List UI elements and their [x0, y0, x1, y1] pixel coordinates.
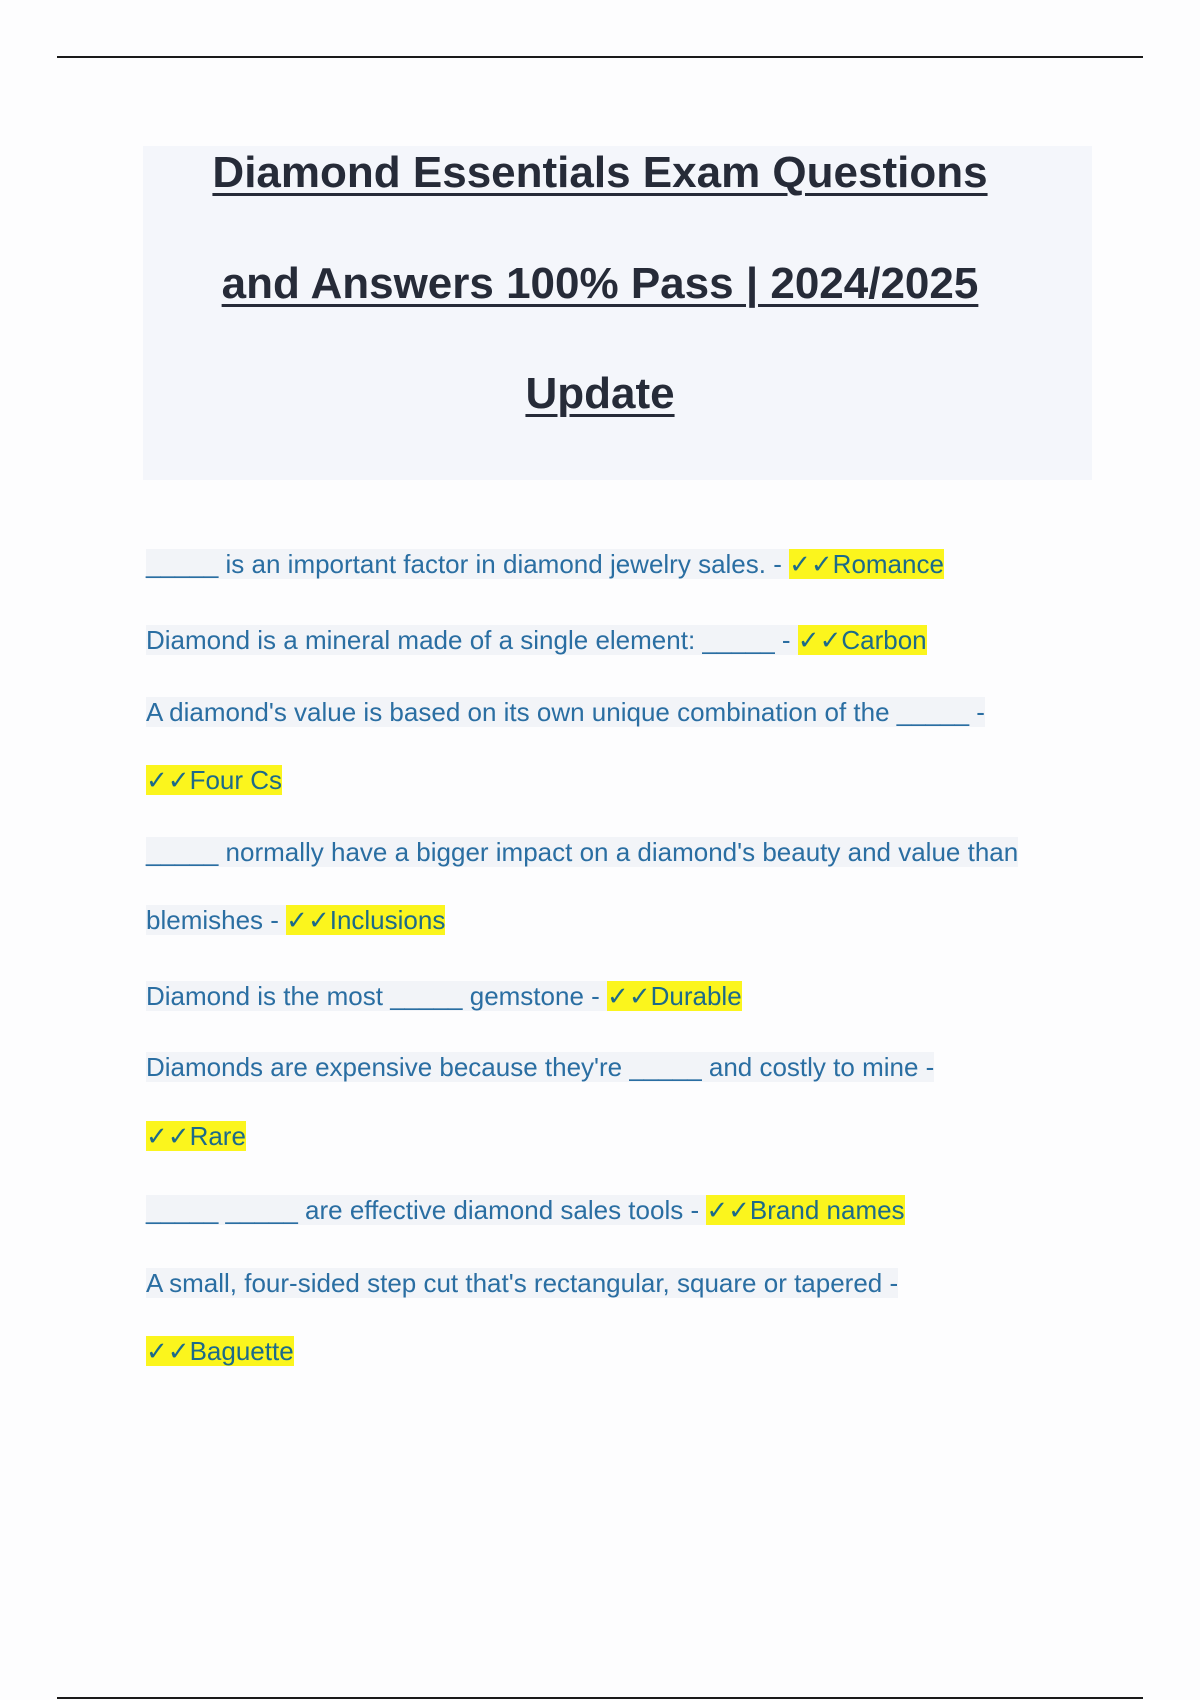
qa-item-6-answer-line — [146, 1118, 246, 1154]
question-text: A small, four-sided step cut that's rectangular, square or tapered - — [146, 1268, 899, 1298]
qa-item-4 — [146, 834, 1018, 870]
qa-item-1 — [146, 546, 944, 582]
answer-highlight: ✓✓Brand names — [706, 1195, 905, 1225]
answer-highlight: ✓✓Baguette — [146, 1336, 294, 1366]
question-text: _____ normally have a bigger impact on a diamond's beauty and value than — [146, 837, 1019, 867]
qa-item-3-answer-line — [146, 762, 282, 798]
bottom-rule — [57, 1697, 1143, 1699]
document-title-line-2: and Answers 100% Pass | 2024/2025 — [221, 259, 979, 308]
question-text: Diamond is a mineral made of a single element: _____ - — [146, 625, 798, 655]
qa-item-3 — [146, 694, 985, 730]
answer-highlight: ✓✓Rare — [146, 1121, 246, 1151]
question-text: Diamond is the most _____ gemstone - — [146, 981, 608, 1011]
qa-item-6 — [146, 1049, 934, 1085]
document-title-line-3: Update — [525, 369, 675, 418]
document-title-line-1: Diamond Essentials Exam Questions — [212, 148, 988, 197]
top-rule — [57, 56, 1143, 58]
question-text: A diamond's value is based on its own unique combination of the _____ - — [146, 697, 985, 727]
qa-item-7 — [146, 1192, 905, 1228]
qa-item-8-answer-line — [146, 1333, 294, 1369]
qa-item-2 — [146, 622, 927, 658]
question-text-continued: blemishes - — [146, 905, 287, 935]
qa-item-4-answer-line — [146, 902, 445, 938]
answer-highlight: ✓✓Inclusions — [286, 905, 446, 935]
qa-item-8 — [146, 1265, 898, 1301]
question-text: _____ is an important factor in diamond jewelry sales. - — [146, 549, 790, 579]
answer-highlight: ✓✓Durable — [607, 981, 742, 1011]
question-text: _____ _____ are effective diamond sales tools - — [146, 1195, 707, 1225]
answer-highlight: ✓✓Four Cs — [146, 765, 283, 795]
answer-highlight: ✓✓Romance — [789, 549, 944, 579]
question-text: Diamonds are expensive because they're _____ and costly to mine - — [146, 1052, 935, 1082]
answer-highlight: ✓✓Carbon — [797, 625, 927, 655]
qa-item-5 — [146, 978, 742, 1014]
